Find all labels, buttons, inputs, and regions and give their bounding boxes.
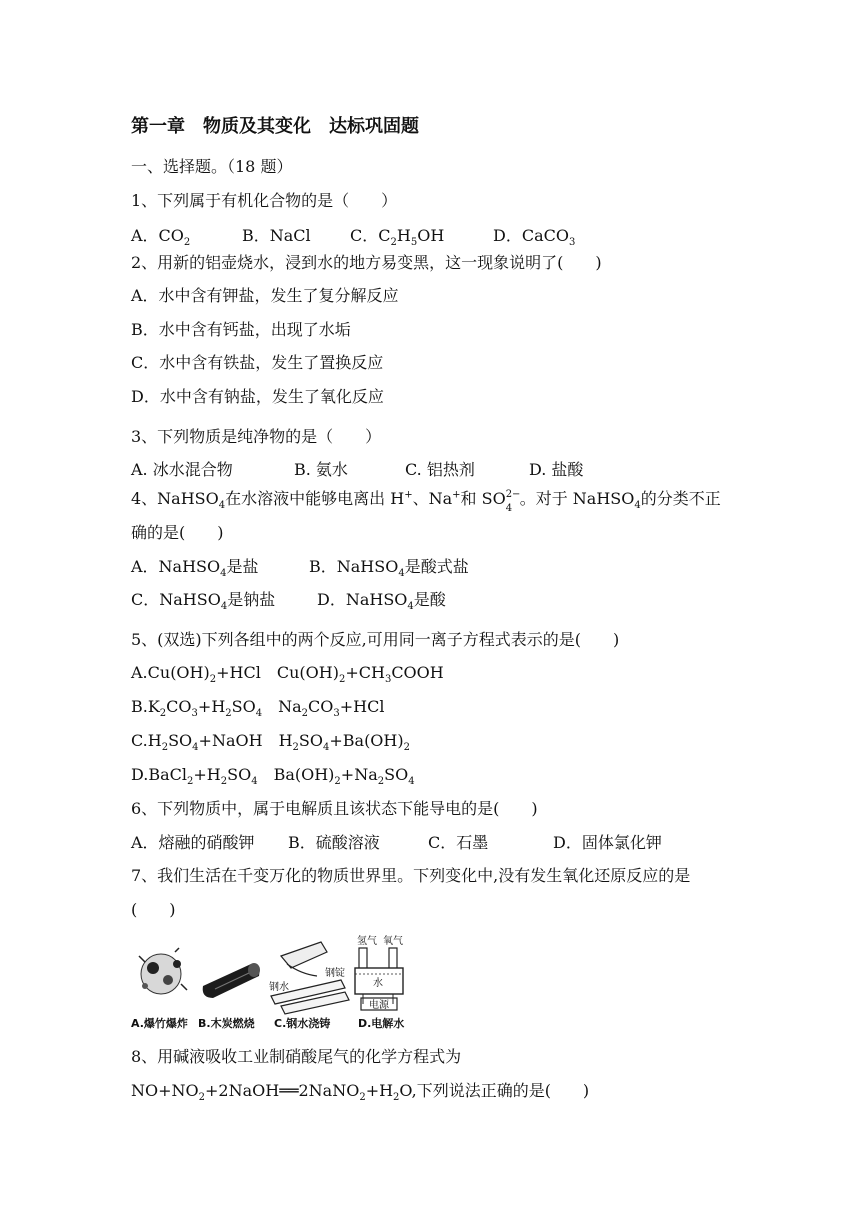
caption-a: A.爆竹爆炸 <box>131 1017 188 1030</box>
option-3d: D. 盐酸 <box>529 460 584 479</box>
electrolysis-illustration <box>355 934 403 1011</box>
option-5b: $B.K_2CO_3+H_2SO_4$ $Na_2CO_3+HCl$ <box>131 697 385 720</box>
option-3a: A. 冰水混合物 <box>131 460 233 479</box>
question-8-equation: $NO+NO_2+2NaOH══2NaNO_2+H_2O$,下列说法正确的是( ) <box>131 1081 590 1104</box>
option-5c: $C.H_2SO_4+NaOH$ $H_2SO_4+Ba(OH)_2$ <box>131 731 410 754</box>
question-4-stem-continued: 确的是( ) <box>131 523 224 542</box>
question-7-stem-continued: ( ) <box>131 900 176 919</box>
option-6c: C．石墨 <box>428 833 489 852</box>
question-4-options-row2 <box>131 590 731 613</box>
option-5a: $A.Cu(OH)_2+HCl$ $Cu(OH)_2+CH_3COOH$ <box>131 663 444 686</box>
caption-b: B.木炭燃烧 <box>198 1017 255 1030</box>
power-label: 电源 <box>369 1000 389 1011</box>
question-1-stem: 1、下列属于有机化合物的是（ ） <box>131 191 398 210</box>
firecracker-illustration <box>139 948 187 994</box>
option-4c: C．NaHSO$_4$是钠盐 <box>131 590 276 613</box>
page-title: 第一章 物质及其变化 达标巩固题 <box>131 116 419 137</box>
caption-d: D.电解水 <box>358 1017 405 1030</box>
option-2c: C．水中含有铁盐，发生了置换反应 <box>131 353 384 372</box>
option-6a: A．熔融的硝酸钾 <box>131 833 255 852</box>
option-4b: B．NaHSO$_4$是酸式盐 <box>309 557 469 580</box>
question-3-options <box>131 460 731 480</box>
option-5d: $D.BaCl_2+H_2SO_4$ $Ba(OH)_2+Na_2SO_4$ <box>131 765 415 788</box>
question-4-options-row1 <box>131 557 731 580</box>
oxygen-label: 氧气 <box>383 936 403 947</box>
option-2a: A．水中含有钾盐，发生了复分解反应 <box>131 286 399 305</box>
option-6b: B．硫酸溶液 <box>288 833 380 852</box>
option-2b: B．水中含有钙盐，出现了水垢 <box>131 320 351 339</box>
question-6-stem: 6、下列物质中，属于电解质且该状态下能导电的是( ) <box>131 799 538 818</box>
steel-casting-illustration <box>269 942 349 1014</box>
option-1a: A．$CO_2$ <box>131 226 191 249</box>
option-1b: B．NaCl <box>242 226 311 245</box>
question-4-stem: 4、NaHSO$_4$在水溶液中能够电离出 H+、Na+和 SO 2− 4 。对于 NaHSO$_4$的分类不正 <box>131 489 721 514</box>
charcoal-illustration <box>203 963 260 998</box>
section-heading: 一、选择题。（18 题） <box>131 157 293 176</box>
water-label: 水 <box>373 978 383 989</box>
question-7-stem: 7、我们生活在千变万化的物质世界里。下列变化中,没有发生氧化还原反应的是 <box>131 866 691 885</box>
option-6d: D．固体氯化钾 <box>553 833 662 852</box>
hydrogen-label: 氢气 <box>357 936 377 947</box>
question-8-stem: 8、用碱液吸收工业制硝酸尾气的化学方程式为 <box>131 1047 462 1066</box>
question-5-stem: 5、(双选)下列各组中的两个反应,可用同一离子方程式表示的是( ) <box>131 630 620 649</box>
question-7-figure <box>131 934 421 1034</box>
option-4d: D．NaHSO$_4$是酸 <box>317 590 446 613</box>
question-2-stem: 2、用新的铝壶烧水，浸到水的地方易变黑，这一现象说明了( ) <box>131 253 602 272</box>
option-3b: B. 氨水 <box>294 460 348 479</box>
question-3-stem: 3、下列物质是纯净物的是（ ） <box>131 427 382 446</box>
steel-ingot-label: 钢锭 <box>325 968 345 979</box>
question-6-options <box>131 833 731 853</box>
caption-c: C.钢水浇铸 <box>274 1017 331 1030</box>
option-1c: C．$C_2H_5OH$ <box>350 226 445 249</box>
question-1-options <box>131 226 731 249</box>
molten-steel-label: 钢水 <box>269 982 289 993</box>
option-4a: A．NaHSO$_4$是盐 <box>131 557 259 580</box>
option-2d: D．水中含有钠盐，发生了氧化反应 <box>131 387 384 406</box>
option-3c: C. 铝热剂 <box>405 460 475 479</box>
option-1d: D．CaCO$_3$ <box>493 226 576 249</box>
